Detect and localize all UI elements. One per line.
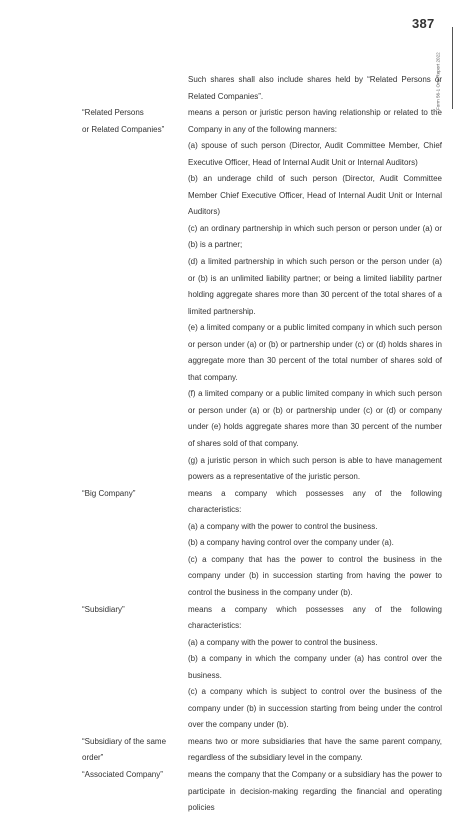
report-side-label: Form 56-1 One Report 2022 <box>435 52 441 110</box>
definition-paragraph: (d) a limited partnership in which such person or the person under (a) or (b) is an unlimited liability partner; or being a limited liability partner holding aggregate shares more than 30 percent of the total shares of a limited partnership. <box>188 257 442 316</box>
definition-term: “Big Company” <box>82 488 136 498</box>
definition-description <box>188 72 442 105</box>
definition-term: “Subsidiary of the same order” <box>82 736 167 763</box>
definition-description <box>188 486 442 602</box>
definition-paragraph: (e) a limited company or a public limited company in which such person or person under (a) or (b) or partnership under (c) or (d) holds shares in aggregate more than 30 percent of the total number of shares sold of that company. <box>188 323 442 382</box>
definition-paragraph: (g) a juristic person in which such person is able to have management powers as a representative of the juristic person. <box>188 455 442 482</box>
definition-paragraph: (a) a company with the power to control the business. <box>188 637 378 647</box>
definition-entry <box>82 105 442 486</box>
definition-entry <box>82 486 442 602</box>
definition-paragraph: means a person or juristic person having relationship or related to the Company in any of the following manners: <box>188 108 442 134</box>
definition-paragraph: means a company which possesses any of the following characteristics: <box>188 488 442 515</box>
definition-term <box>82 72 188 105</box>
definition-description <box>188 767 442 817</box>
definitions-list <box>82 72 442 817</box>
definition-entry <box>82 734 442 767</box>
definition-term: “Associated Company” <box>82 769 163 779</box>
definition-entry <box>82 602 442 734</box>
definition-description <box>188 602 442 734</box>
definition-paragraph: Such shares shall also include shares held by “Related Persons or Related Companies”. <box>188 75 442 101</box>
definition-paragraph: (b) an underage child of such person (Director, Audit Committee Member Chief Executive Officer, Head of Internal Audit Unit or Internal Auditors) <box>188 174 442 217</box>
definition-entry <box>82 767 442 817</box>
definition-paragraph: means two or more subsidiaries that have the same parent company, regardless of the subsidiary level in the company. <box>188 736 442 763</box>
definition-paragraph: (a) spouse of such person (Director, Audit Committee Member, Chief Executive Officer, Head of Internal Audit Unit or Internal Auditors) <box>188 141 442 167</box>
header-divider <box>452 27 453 109</box>
page-number: 387 <box>412 16 435 31</box>
definition-paragraph: (c) an ordinary partnership in which such person or person under (a) or (b) is a partner; <box>188 223 442 250</box>
definition-paragraph: (c) a company which is subject to control over the business of the company under (b) in succession starting from being under the control over the company under (b). <box>188 687 442 730</box>
definition-description <box>188 105 442 486</box>
definition-paragraph: (f) a limited company or a public limited company in which such person or person under (a) or (b) or partnership under (c) or (d) or company under (e) holds aggregate shares more than 30 percent of the number of shares sold of that company. <box>188 389 442 449</box>
definition-paragraph: means the company that the Company or a subsidiary has the power to participate in decision-making regarding the financial and operating policies <box>188 769 442 813</box>
definition-paragraph: means a company which possesses any of the following characteristics: <box>188 604 442 631</box>
definition-term: “Subsidiary” <box>82 604 125 614</box>
definition-entry <box>82 72 442 105</box>
definition-term: “Related Persons or Related Companies” <box>82 108 165 134</box>
definition-paragraph: (b) a company in which the company under (a) has control over the business. <box>188 654 442 680</box>
definition-paragraph: (c) a company that has the power to control the business in the company under (b) in succession starting from having the power to control the business in the company under (b). <box>188 554 442 597</box>
definition-paragraph: (b) a company having control over the company under (a). <box>188 538 394 548</box>
definition-paragraph: (a) a company with the power to control the business. <box>188 521 378 531</box>
definition-description <box>188 734 442 767</box>
